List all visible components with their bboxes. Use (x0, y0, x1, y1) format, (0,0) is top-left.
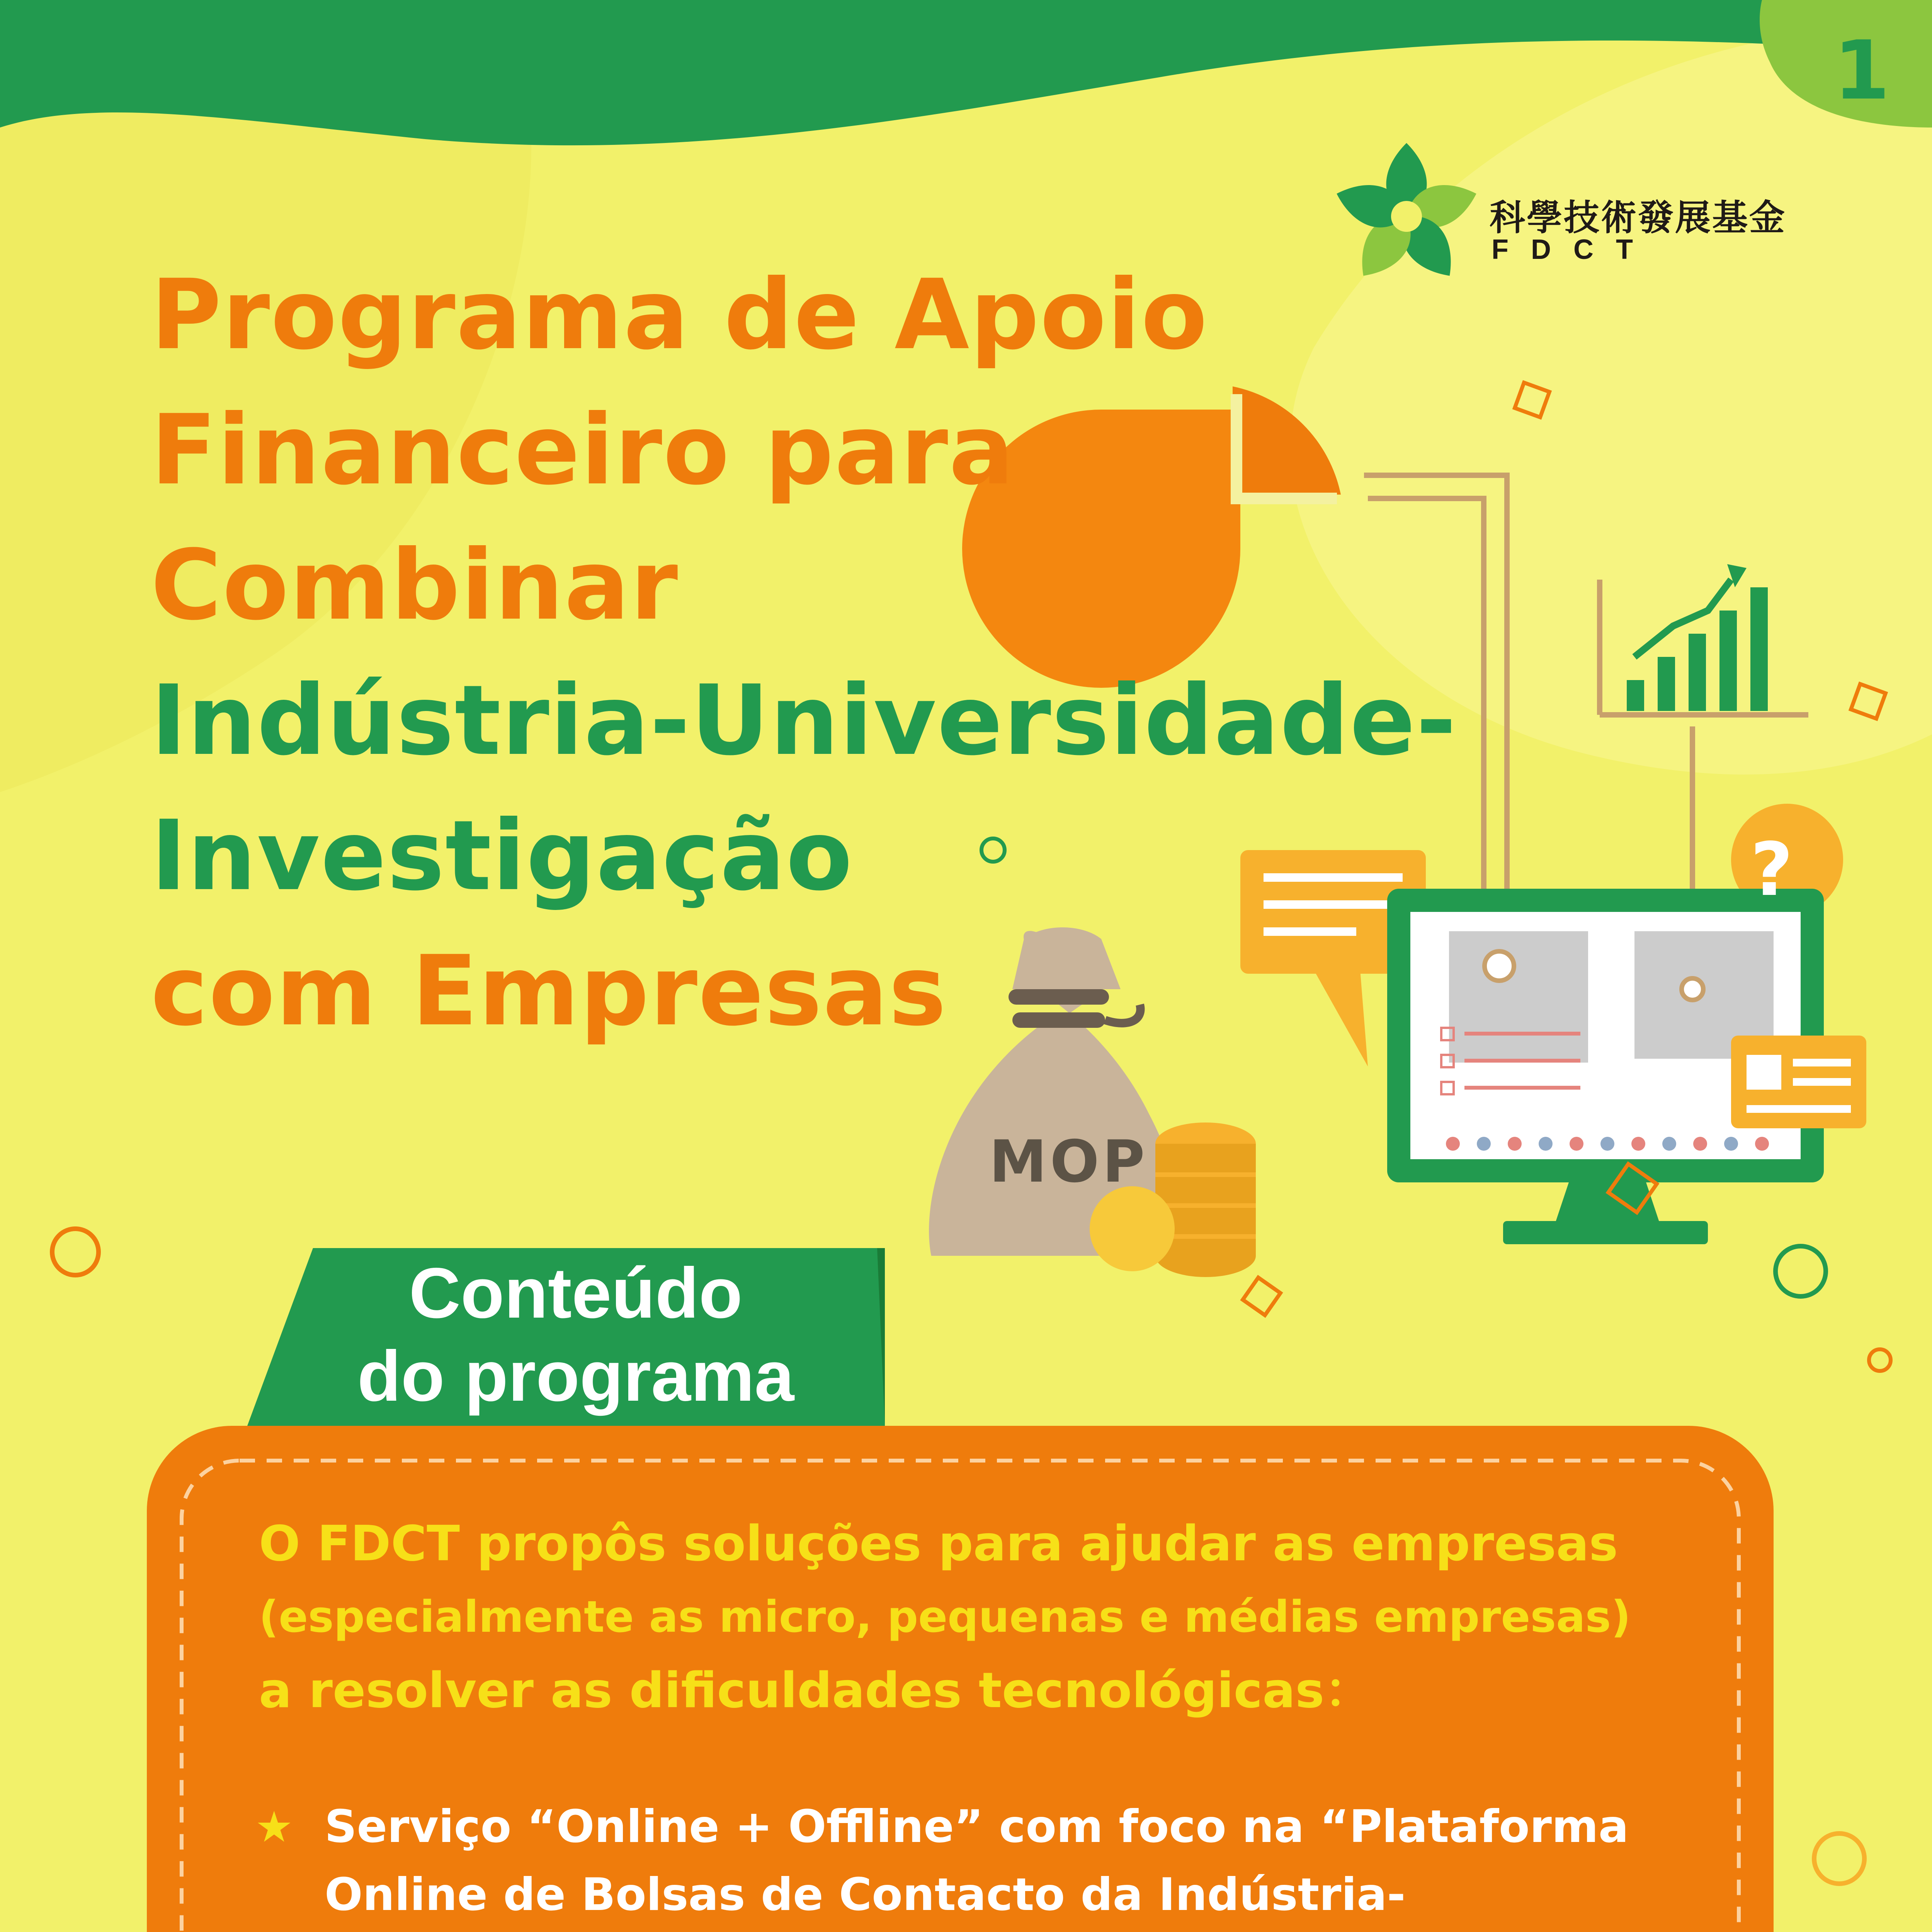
section-tab-title (305, 1252, 846, 1418)
logo-chinese-name: 科學技術發展基金 (1490, 197, 1787, 238)
pie-chart-icon (962, 386, 1341, 688)
bullet-1-line-2: Online de Bolsas de Contacto da Indústria- (325, 1869, 1406, 1921)
title-line-3: Combinar (151, 529, 679, 641)
logo-acronym: FDCT (1492, 234, 1655, 265)
question-mark-icon: ? (1750, 827, 1793, 912)
bullet-1-line-3 (325, 1929, 1629, 1932)
intro-line-2: (especialmente as micro, pequenas e médias empresas) (259, 1592, 1631, 1642)
bg-blob-right (1290, 23, 1932, 775)
bullet-1-line-1: Serviço “Online + Offline” com foco na “Plataforma (325, 1801, 1629, 1853)
title-line-5: Investigação (151, 799, 853, 912)
section-tab-line-1: Conteúdo (409, 1253, 743, 1333)
bullet-item-1-text (325, 1793, 1629, 1932)
title-line-4: Indústria-Universidade- (151, 664, 1457, 777)
deco-circle (981, 838, 1005, 862)
money-bag-label: MOP (989, 1128, 1148, 1196)
section-tab-line-2: do programa (357, 1337, 794, 1416)
title-line-2: Financeiro para (151, 394, 1015, 506)
id-card-icon (1731, 1036, 1866, 1128)
content-intro (259, 1507, 1727, 1727)
intro-line-1: O FDCT propôs soluções para ajudar as empresas (259, 1515, 1618, 1572)
deco-circle (52, 1229, 99, 1275)
intro-line-3: a resolver as dificuldades tecnológicas： (259, 1662, 1373, 1719)
deco-circle (1869, 1349, 1891, 1371)
deco-circle (1776, 1246, 1826, 1296)
title-line-1: Programa de Apoio (151, 259, 1208, 371)
title-line-6: com Empresas (151, 935, 947, 1047)
page-number: 1 (1833, 23, 1890, 118)
deco-square (1243, 1277, 1280, 1315)
star-icon: ★ (255, 1802, 293, 1852)
deco-circle (1814, 1833, 1864, 1884)
